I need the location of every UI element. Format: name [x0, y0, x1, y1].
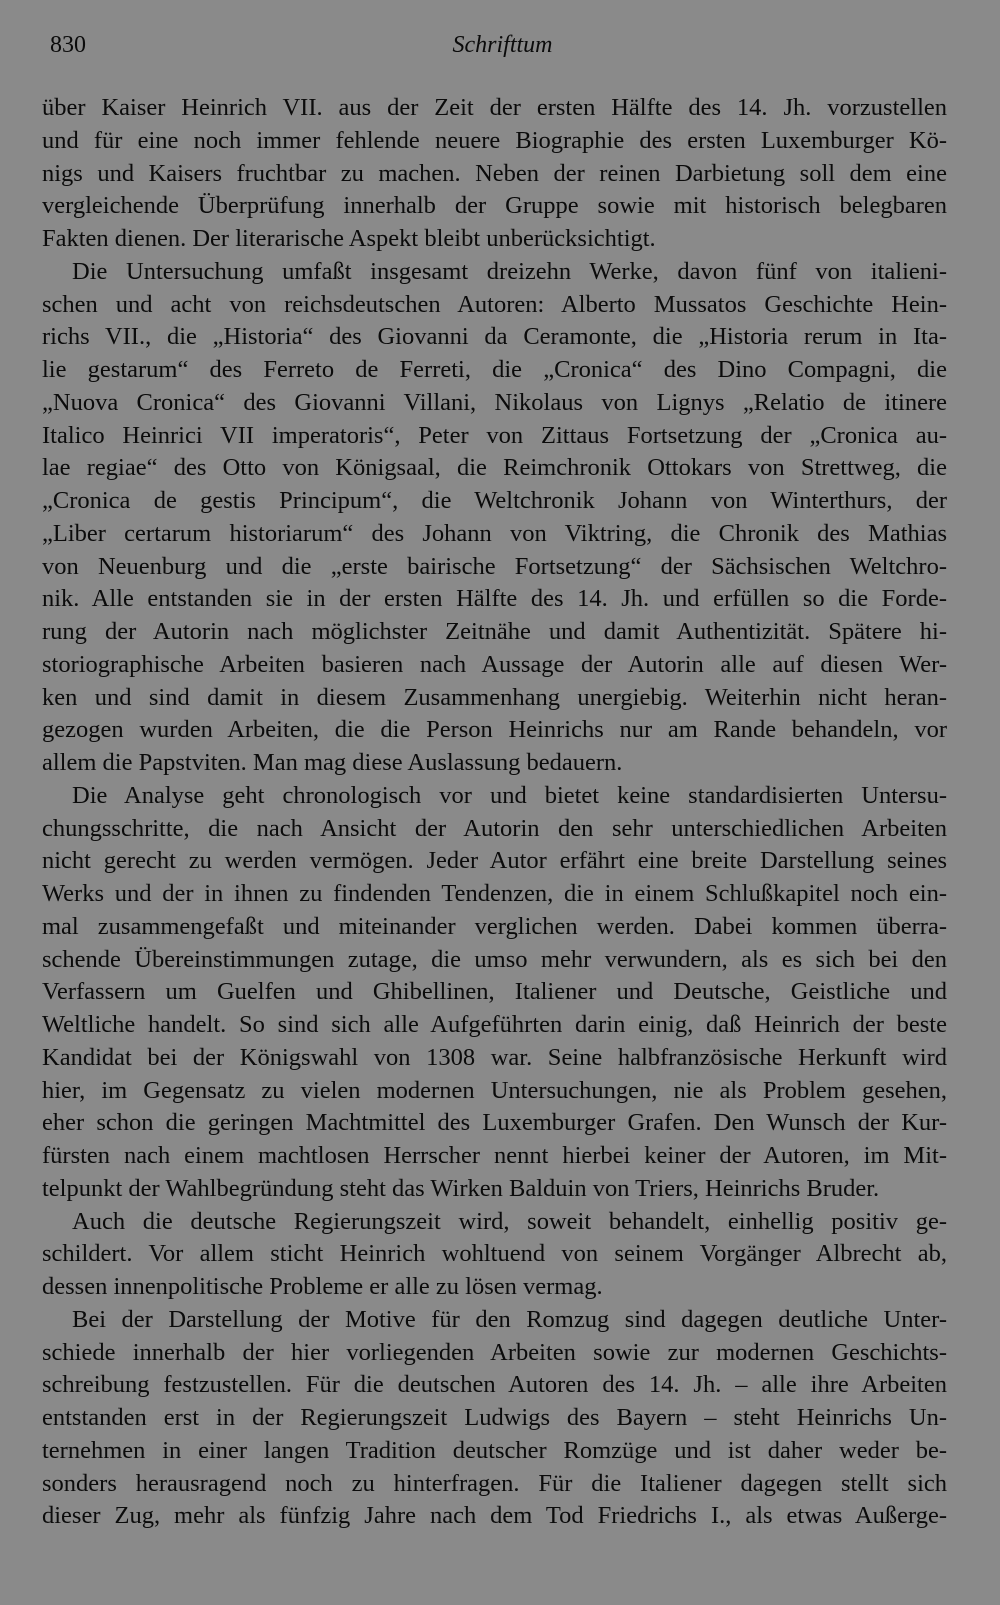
- text-line: storiographische Arbeiten basieren nach Aussage der Autorin alle auf diesen Wer-: [42, 650, 947, 678]
- text-line: Italico Heinrici VII imperatoris“, Peter von Zittaus Fortsetzung der „Cronica au-: [42, 421, 947, 449]
- text-line: ternehmen in einer langen Tradition deutscher Romzüge und ist daher weder be-: [42, 1436, 947, 1464]
- text-line: von Neuenburg und die „erste bairische Fortsetzung“ der Sächsischen Weltchro-: [42, 552, 947, 580]
- text-line: nik. Alle entstanden sie in der ersten Hälfte des 14. Jh. und erfüllen so die Forde-: [42, 585, 947, 613]
- text-line: „Nuova Cronica“ des Giovanni Villani, Nikolaus von Lignys „Relatio de itinere: [42, 388, 947, 416]
- paragraph: [42, 780, 947, 1206]
- text-line: schreibung festzustellen. Für die deutschen Autoren des 14. Jh. – alle ihre Arbeiten: [42, 1371, 947, 1399]
- text-line: mal zusammengefaßt und miteinander verglichen werden. Dabei kommen überra-: [42, 912, 947, 940]
- text-line: allem die Papstviten. Man mag diese Auslassung bedauern.: [42, 749, 623, 776]
- text-line: entstanden erst in der Regierungszeit Ludwigs des Bayern – steht Heinrichs Un-: [42, 1404, 947, 1431]
- text-line: „Liber certarum historiarum“ des Johann von Viktring, die Chronik des Mathias: [42, 519, 947, 547]
- page-number: 830: [50, 32, 86, 58]
- text-line: dieser Zug, mehr als fünfzig Jahre nach dem Tod Friedrichs I., als etwas Außerge-: [42, 1502, 947, 1530]
- text-line: Kandidat bei der Königswahl von 1308 war. Seine halbfranzösische Herkunft wird: [42, 1043, 947, 1071]
- text-line: nicht gerecht zu werden vermögen. Jeder Autor erfährt eine breite Darstellung seines: [42, 847, 947, 875]
- text-line: nigs und Kaisers fruchtbar zu machen. Neben der reinen Darbietung soll dem eine: [42, 159, 947, 187]
- text-line: lae regiae“ des Otto von Königsaal, die Reimchronik Ottokars von Strettweg, die: [42, 454, 947, 482]
- text-line: eher schon die geringen Machtmittel des Luxemburger Grafen. Den Wunsch der Kur-: [42, 1109, 947, 1137]
- paragraph: [42, 1304, 947, 1533]
- text-line: Bei der Darstellung der Motive für den Romzug sind dagegen deutliche Unter-: [72, 1305, 947, 1333]
- text-line: Verfassern um Guelfen und Ghibellinen, Italiener und Deutsche, Geistliche und: [42, 978, 947, 1006]
- text-line: vergleichende Überprüfung innerhalb der Gruppe sowie mit historisch belegbaren: [42, 192, 947, 220]
- text-line: telpunkt der Wahlbegründung steht das Wirken Balduin von Triers, Heinrichs Bruder.: [42, 1174, 880, 1202]
- text-line: richs VII., die „Historia“ des Giovanni da Ceramonte, die „Historia rerum in Ita-: [42, 323, 947, 351]
- text-line: hier, im Gegensatz zu vielen modernen Untersuchungen, nie als Problem gesehen,: [42, 1076, 947, 1104]
- paragraph: [42, 256, 947, 780]
- page-header: [50, 28, 955, 62]
- body-text: [42, 92, 947, 1533]
- text-line: rung der Autorin nach möglichster Zeitnähe und damit Authentizität. Spätere hi-: [42, 618, 947, 645]
- running-title: Schrifttum: [452, 32, 553, 58]
- text-line: schen und acht von reichsdeutschen Autoren: Alberto Mussatos Geschichte Hein-: [42, 290, 947, 318]
- text-line: chungsschritte, die nach Ansicht der Autorin den sehr unterschiedlichen Arbeiten: [42, 814, 947, 842]
- text-line: schiede innerhalb der hier vorliegenden Arbeiten sowie zur modernen Geschichts-: [42, 1338, 947, 1366]
- text-line: ken und sind damit in diesem Zusammenhang unergiebig. Weiterhin nicht heran-: [42, 683, 947, 711]
- text-line: „Cronica de gestis Principum“, die Weltchronik Johann von Winterthurs, der: [42, 487, 947, 514]
- text-line: gezogen wurden Arbeiten, die die Person Heinrichs nur am Rande behandeln, vor: [42, 716, 947, 744]
- text-line: über Kaiser Heinrich VII. aus der Zeit der ersten Hälfte des 14. Jh. vorzustellen: [42, 94, 947, 121]
- text-line: Fakten dienen. Der literarische Aspekt bleibt unberücksichtigt.: [42, 225, 656, 252]
- text-line: lie gestarum“ des Ferreto de Ferreti, die „Cronica“ des Dino Compagni, die: [42, 356, 947, 383]
- paragraph: [42, 92, 947, 256]
- text-line: Die Untersuchung umfaßt insgesamt dreizehn Werke, davon fünf von italieni-: [72, 257, 947, 285]
- text-line: Die Analyse geht chronologisch vor und bietet keine standardisierten Untersu-: [72, 781, 947, 809]
- text-line: schildert. Vor allem sticht Heinrich wohltuend von seinem Vorgänger Albrecht ab,: [42, 1240, 947, 1268]
- text-line: sonders herausragend noch zu hinterfragen. Für die Italiener dagegen stellt sich: [42, 1469, 947, 1497]
- text-line: dessen innenpolitische Probleme er alle zu lösen vermag.: [42, 1273, 603, 1300]
- text-line: und für eine noch immer fehlende neuere Biographie des ersten Luxemburger Kö-: [42, 126, 947, 154]
- text-line: Auch die deutsche Regierungszeit wird, soweit behandelt, einhellig positiv ge-: [72, 1207, 947, 1235]
- paragraph: [42, 1206, 947, 1304]
- text-line: fürsten nach einem machtlosen Herrscher nennt hierbei keiner der Autoren, im Mit-: [42, 1142, 947, 1169]
- text-line: schende Übereinstimmungen zutage, die umso mehr verwundern, als es sich bei den: [42, 945, 947, 973]
- text-line: Werks und der in ihnen zu findenden Tendenzen, die in einem Schlußkapitel noch ein-: [42, 880, 947, 907]
- text-line: Weltliche handelt. So sind sich alle Aufgeführten darin einig, daß Heinrich der beste: [42, 1011, 947, 1038]
